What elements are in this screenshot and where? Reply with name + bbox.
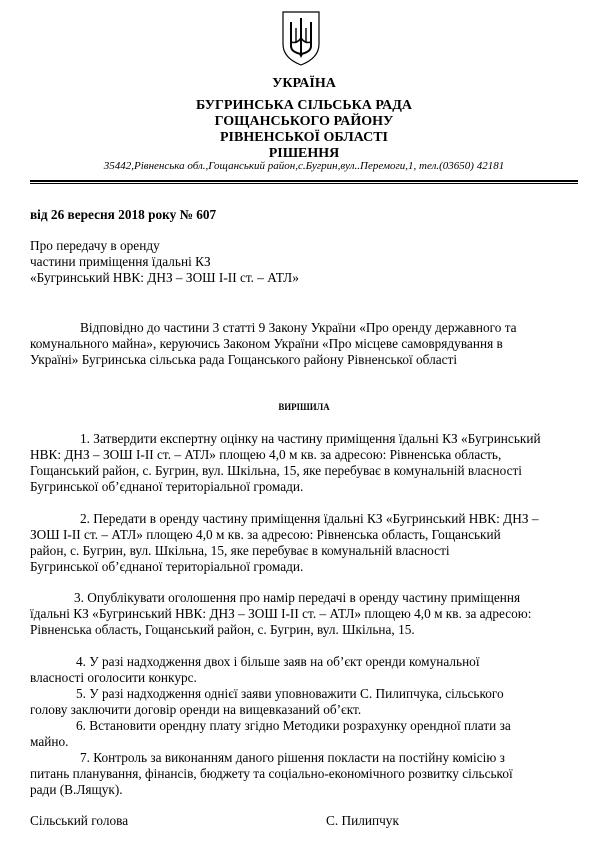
council-address: 35442,Рівненська обл.,Гощанський район,с.Бугрин,вул..Перемоги,1, тел.(03650) 42181 [103,160,505,172]
subject-line: Про передачу в оренду [30,238,160,253]
item-line: 7. Контроль за виконанням даного рішення покласти на постійну комісію з [80,750,505,765]
subject-line: «Бугринський НВК: ДНЗ – ЗОШ І-ІІ ст. – АТЛ» [30,270,299,285]
item-line: НВК: ДНЗ – ЗОШ І-ІІ ст. – АТЛ» площею 4,0 м кв. за адресою: Рівненська область, [30,447,502,462]
decided-heading: ВИРІШИЛА [278,402,330,412]
header-divider [30,180,578,182]
item-line: Гощанський район, с. Бугрин, вул. Шкільна, 15, яке перебуває в комунальній власності [30,463,522,478]
item-line: 1. Затвердити експертну оцінку на частину приміщення їдальні КЗ «Бугринський [80,431,541,446]
item-line: Бугринської об’єднаної територіальної громади. [30,559,304,574]
item-line: 3. Опублікувати оголошення про намір передачі в оренду частину приміщення [74,590,521,605]
preamble-line: Україні» Бугринська сільська рада Гощанського району Рівненської області [30,352,458,367]
region-name: РІВНЕНСЬКОЇ ОБЛАСТІ [220,130,388,145]
item-line: майно. [30,734,69,749]
item-line: їдальні КЗ «Бугринський НВК: ДНЗ – ЗОШ І-ІІ ст. – АТЛ» площею 4,0 м кв. за адресою: [30,606,532,621]
country-title: УКРАЇНА [272,76,336,91]
item-line: 2. Передати в оренду частину приміщення їдальні КЗ «Бугринський НВК: ДНЗ – [80,511,539,526]
item-line: 4. У разі надходження двох і більше заяв на об’єкт оренди комунальної [76,654,480,669]
item-line: власності оголосити конкурс. [30,670,197,685]
council-name: БУГРИНСЬКА СІЛЬСЬКА РАДА [195,98,413,113]
coat-of-arms-icon [277,8,325,68]
subject-line: частини приміщення їдальні КЗ [30,254,211,269]
signature-title: Сільський голова [30,813,129,828]
item-line: ЗОШ І-ІІ ст. – АТЛ» площею 4,0 м кв. за адресою: Рівненська область, Гощанський [30,527,501,542]
preamble-line: комунального майна», керуючись Законом України «Про місцеве самоврядування в [30,336,503,351]
decision-date-number: від 26 вересня 2018 року № 607 [30,207,217,222]
item-line: Бугринської об’єднаної територіальної громади. [30,479,304,494]
item-line: 6. Встановити орендну плату згідно Методики розрахунку орендної плати за [76,718,511,733]
item-line: питань планування, фінансів, бюджету та соціально-економічного розвитку сільської [30,766,513,781]
item-line: район, с. Бугрин, вул. Шкільна, 15, яке перебуває в комунальній власності [30,543,450,558]
item-line: голову заключити договір оренди на вищевказаний об’єкт. [30,702,362,717]
district-name: ГОЩАНСЬКОГО РАЙОНУ [214,114,394,129]
signature-name: С. Пилипчук [326,813,399,828]
item-line: 5. У разі надходження однієї заяви уповноважити С. Пилипчука, сільського [76,686,504,701]
item-line: Рівненська область, Гощанський район, с. Бугрин, вул. Шкільна, 15. [30,622,415,637]
item-line: ради (В.Лящук). [30,782,123,797]
header-divider-thin [30,183,578,184]
document-type: РІШЕННЯ [268,146,340,161]
preamble-line: Відповідно до частини 3 статті 9 Закону України «Про оренду державного та [80,320,517,335]
